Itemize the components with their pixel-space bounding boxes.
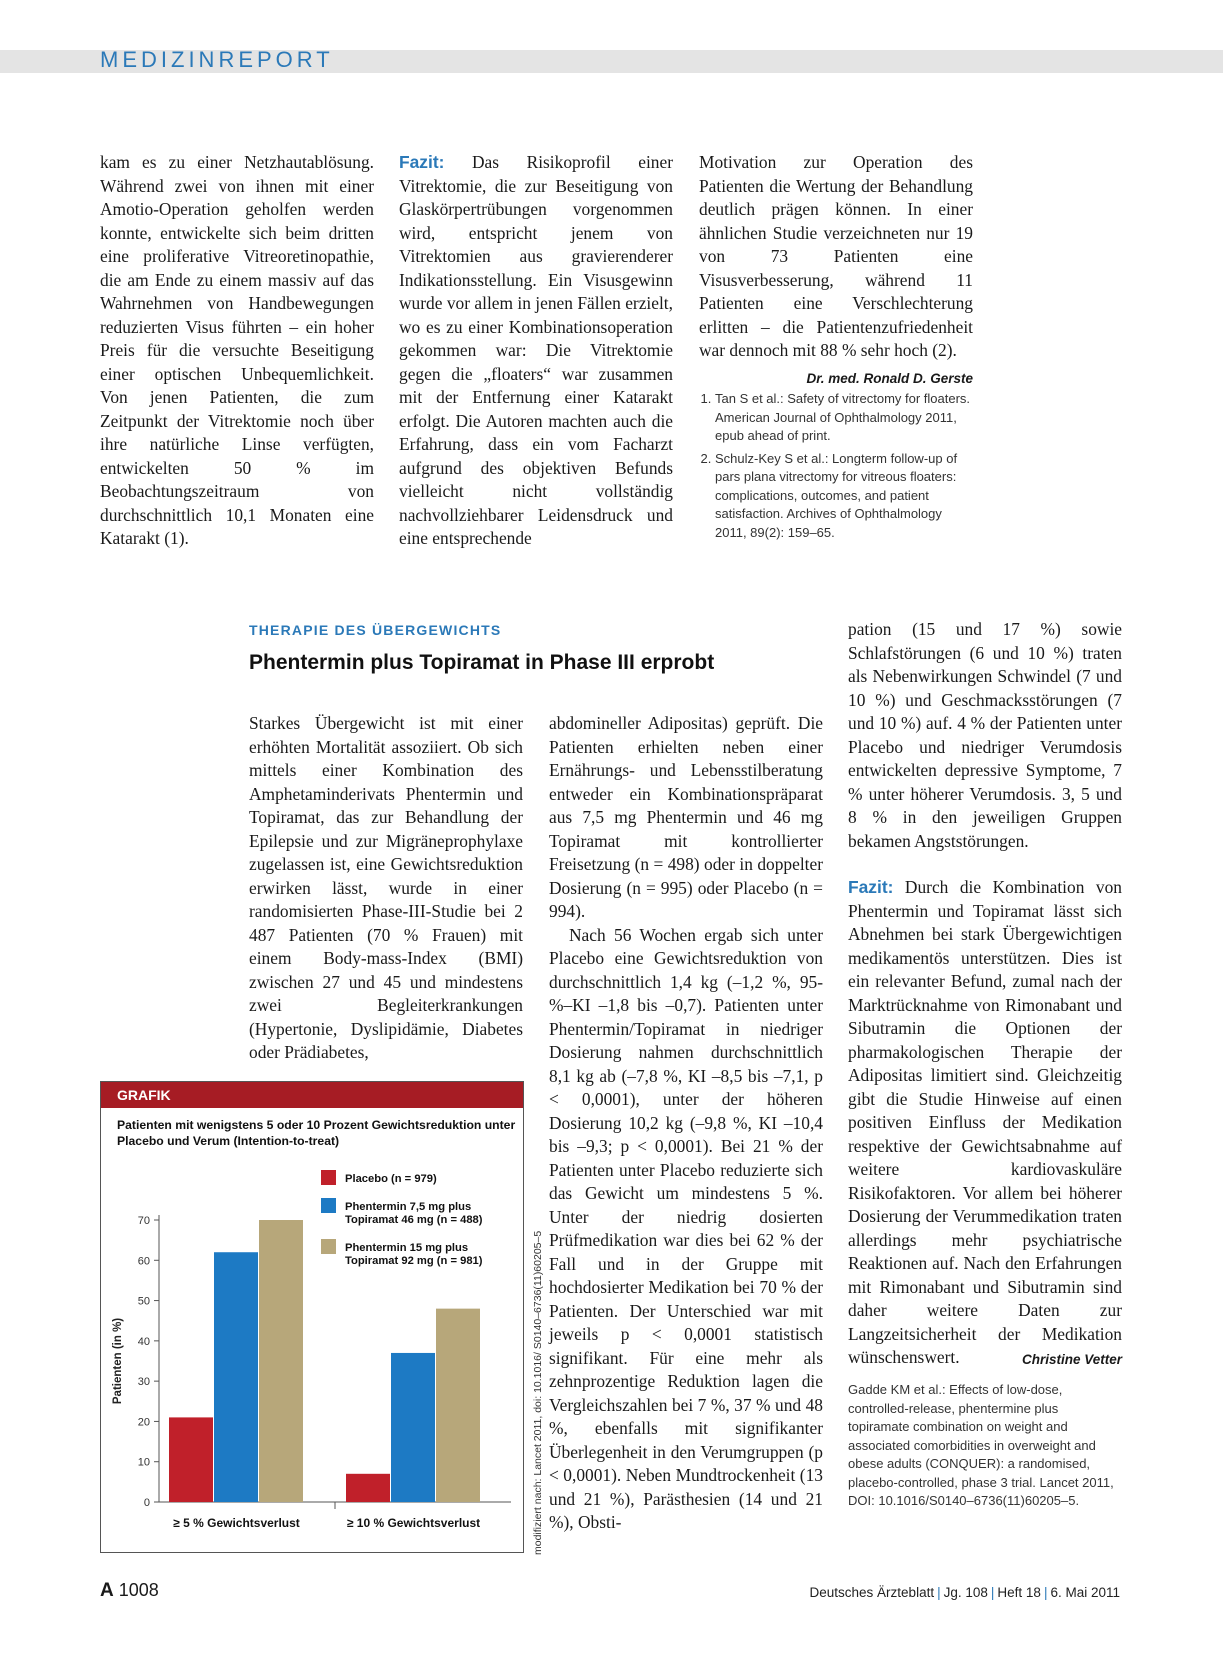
bar [391, 1353, 435, 1502]
article1-column-1 [100, 151, 374, 551]
page-number [100, 1580, 159, 1602]
y-tick-label: 10 [137, 1456, 150, 1469]
article2-col3-p2: Durch die Kombination von Phentermin und Topiramat lässt sich Abnehmen bei stark Übergewichtigen medikamentös unterstützen. Dies ist ein relevanter Befund, zumal nach der Marktrücknahme von Rimonabant und Sibutramin die Optionen der pharmakologischen Therapie der Adipositas limitiert sind. Gleichzeitig gibt die Studie Hinweise auf einen positiven Einfluss der Medikation respektive der Gewichtsabnahme auf weitere kardiovaskuläre Risikofaktoren. Vor allem bei höherer Dosierung der Verummedikation traten allerdings mehr psychiatrische Reaktionen auf. Nach den Erfahrungen mit Rimonabant und Sibutramin sind daher weitere Daten zur Langzeitsicherheit der Medikation wünschenswert. [848, 877, 1122, 1367]
y-tick-label: 40 [137, 1335, 150, 1348]
bar [214, 1252, 258, 1502]
article1-col3-text: Motivation zur Operation des Patienten die Wertung der Behandlung deutlich prägen können. In einer ähnlichen Studie verzeichneten nur 19 von 73 Patienten eine Visusverbesserung, während 11 Patienten eine Verschlechterung erlitten – die Patientenzufriedenheit war dennoch mit 88 % sehr hoch (2). [699, 152, 973, 360]
article2-column-1 [249, 712, 523, 1065]
article1-fazit-paragraph [399, 151, 673, 551]
article1-col1-text: kam es zu einer Netzhautablösung. Während zwei von ihnen mit einer Amotio-Operation geholfen werden konnte, entwickelte sich beim dritten eine proliferative Vitreoretinopathie, die am Ende zu einem massiv auf das Wahrnehmen von Handbewegungen reduzierten Visus führten – ein hoher Preis für die versuchte Beseitigung einer optischen Unbequemlichkeit. Von jenen Patienten, die zum Zeitpunkt der Vitrektomie noch über ihre natürliche Linse verfügten, entwickelten 50 % im Beobachtungszeitraum von durchschnittlich 10,1 Monaten eine Katarakt (1). [100, 152, 374, 548]
legend-label: Phentermin 15 mg plus [345, 1242, 469, 1254]
fazit-label: Fazit: [848, 877, 894, 897]
article1-references [699, 390, 974, 546]
figure-credit: modifiziert nach: Lancet 2011, doi: 10.1016/ S0140–6736(11)60205–5 [532, 1230, 544, 1555]
article2-title: Phentermin plus Topiramat in Phase III erprobt [249, 651, 715, 674]
article2-column-2 [549, 712, 823, 1535]
page-number-value: 1008 [118, 1580, 159, 1600]
y-tick-label: 60 [137, 1255, 150, 1268]
journal-volume: Jg. 108 [943, 1585, 988, 1600]
journal-info: Deutsches Ärzteblatt | Jg. 108 | Heft 18 | 6. Mai 2011 [809, 1585, 1120, 1600]
section-label: MEDIZINREPORT [100, 47, 334, 72]
bar-chart [101, 1162, 523, 1552]
legend-label: Topiramat 92 mg (n = 981) [345, 1255, 483, 1267]
journal-date: 6. Mai 2011 [1050, 1585, 1120, 1600]
article1-column-3 [699, 151, 973, 390]
article2-fazit-paragraph [848, 876, 1122, 1370]
bar [169, 1417, 213, 1502]
article1-column-2 [399, 151, 673, 551]
x-tick-label: ≥ 10 % Gewichtsverlust [346, 1516, 481, 1530]
article2-col2-p1: abdomineller Adipositas) geprüft. Die Patienten erhielten neben einer Ernährungs- und Lebensstilberatung entweder ein Kombinationspräparat aus 7,5 mg Phentermin und 46 mg Topiramat mit kontrollierter Freisetzung (n = 498) oder in doppelter Dosierung (n = 995) oder Placebo (n = 994). [549, 713, 823, 921]
legend-swatch [321, 1239, 336, 1254]
article2-kicker: THERAPIE DES ÜBERGEWICHTS [249, 622, 502, 638]
article2-col1-text: Starkes Übergewicht ist mit einer erhöhten Mortalität assoziiert. Ob sich mittels einer Kombination des Amphetaminderivats Phentermin und Topiramat, das zur Behandlung der Epilepsie und zur Migräneprophylaxe zugelassen ist, eine Gewichtsreduktion erwirken lässt, wurde in einer randomisierten Phase-III-Studie bei 2 487 Patienten (70 % Frauen) mit einem Body-mass-Index (BMI) zwischen 27 und 45 und mindestens zwei Begleiterkrankungen (Hypertonie, Dyslipidämie, Diabetes oder Prädiabetes, [249, 713, 523, 1062]
reference-item: 1. Tan S et al.: Safety of vitrectomy for floaters. American Journal of Ophthalmology 2011, epub ahead of print. [715, 390, 974, 446]
bar [259, 1220, 303, 1502]
legend-swatch [321, 1170, 336, 1185]
y-tick-label: 70 [137, 1215, 150, 1227]
bar [346, 1474, 390, 1502]
page-prefix: A [100, 1580, 114, 1601]
legend-label: Placebo (n = 979) [345, 1173, 437, 1185]
legend-label: Phentermin 7,5 mg plus [345, 1201, 472, 1213]
article2-author: Christine Vetter [1021, 1351, 1122, 1367]
article2-col3-p1: pation (15 und 17 %) sowie Schlafstörungen (6 und 10 %) traten als Nebenwirkungen Schwindel (7 und 10 %) und Geschmacksstörungen (7 und 10 %) auf. 4 % der Patienten unter Placebo und niedriger Verumdosis entwickelten depressive Symptome, 7 % unter höherer Verumdosis. 3, 5 und 8 % in den jeweiligen Gruppen bekamen Angststörungen. [848, 619, 1122, 851]
article2-reference: Gadde KM et al.: Effects of low-dose, controlled-release, phentermine plus topiramate combination on weight and associated comorbidities in overweight and obese adults (CONQUER): a randomised, placebo-controlled, phase 3 trial. Lancet 2011, DOI: 10.1016/S0140–6736(11)60205–5. [848, 1382, 1114, 1508]
reference-item: 2. Schulz-Key S et al.: Longterm follow-up of pars plana vitrectomy for vitreous floaters: complications, outcomes, and patient satisfaction. Archives of Ophthalmology 2011, 89(2): 159–65. [715, 450, 974, 543]
journal-name: Deutsches Ärzteblatt [809, 1585, 935, 1600]
x-tick-label: ≥ 5 % Gewichtsverlust [173, 1516, 300, 1530]
article2-column-3 [848, 618, 1122, 1511]
article1-col2-text: Das Risikoprofil einer Vitrektomie, die zur Beseitigung von Glaskörpertrübungen vorgenommen wird, entspricht jenem von Vitrektomien aus gravierenderer Indikationsstellung. Ein Visusgewinn wurde vor allem in jenen Fällen erzielt, wo es zu einer Kombinationsoperation gekommen war: Die Vitrektomie gegen die „floaters“ war zusammen mit der Entfernung einer Katarakt erfolgt. Die Autoren machten auch die Erfahrung, dass ein vom Facharzt aufgrund des objektiven Befunds vielleicht nicht vollständig nachvollziehbarer Leidensdruck und eine entsprechende [399, 152, 673, 548]
fazit-label: Fazit: [399, 152, 445, 172]
legend-swatch [321, 1198, 336, 1213]
bar [436, 1309, 480, 1502]
figure-title: Patienten mit wenigstens 5 oder 10 Prozent Gewichtsreduktion unter Placebo und Verum (Intention-to-treat) [117, 1118, 516, 1148]
y-tick-label: 20 [137, 1416, 150, 1429]
figure-box [100, 1081, 524, 1553]
article2-col2-p2: Nach 56 Wochen ergab sich unter Placebo eine Gewichtsreduktion von durchschnittlich 1,4 kg (–1,2 %, 95-%–KI –1,8 bis –0,7). Patienten unter Phentermin/Topiramat in niedriger Dosierung nahmen durchschnittlich 8,1 kg ab (–7,8 %, KI –8,5 bis –7,1, p < 0,0001), unter der höheren Dosierung 10,2 kg (–9,8 %, KI –10,4 bis –9,3; p < 0,0001). Bei 21 % der Patienten unter Placebo reduzierte sich das Gewicht um mindestens 5 %. Unter der niedrig dosierten Prüfmedikation war dies bei 62 % der Fall und in der Gruppe mit hochdosierter Medikation bei 70 % der Patienten. Der Unterschied war mit jeweils p < 0,0001 statistisch signifikant. Für eine mehr als zehnprozentige Reduktion lagen die Vergleichszahlen bei 7 %, 37 % und 48 %, ebenfalls mit signifikanter Überlegenheit in den Verumgruppen (p < 0,0001). Neben Mundtrockenheit (13 und 21 %), Parästhesien (14 und 21 %), Obsti- [549, 924, 823, 1532]
y-tick-label: 0 [143, 1497, 150, 1509]
journal-issue: Heft 18 [997, 1585, 1041, 1600]
y-axis-label: Patienten (in %) [112, 1317, 124, 1405]
article1-author: Dr. med. Ronald D. Gerste [806, 370, 973, 386]
figure-label: GRAFIK [101, 1082, 523, 1108]
legend-label: Topiramat 46 mg (n = 488) [345, 1214, 483, 1226]
y-tick-label: 30 [137, 1376, 150, 1389]
y-tick-label: 50 [137, 1295, 150, 1308]
